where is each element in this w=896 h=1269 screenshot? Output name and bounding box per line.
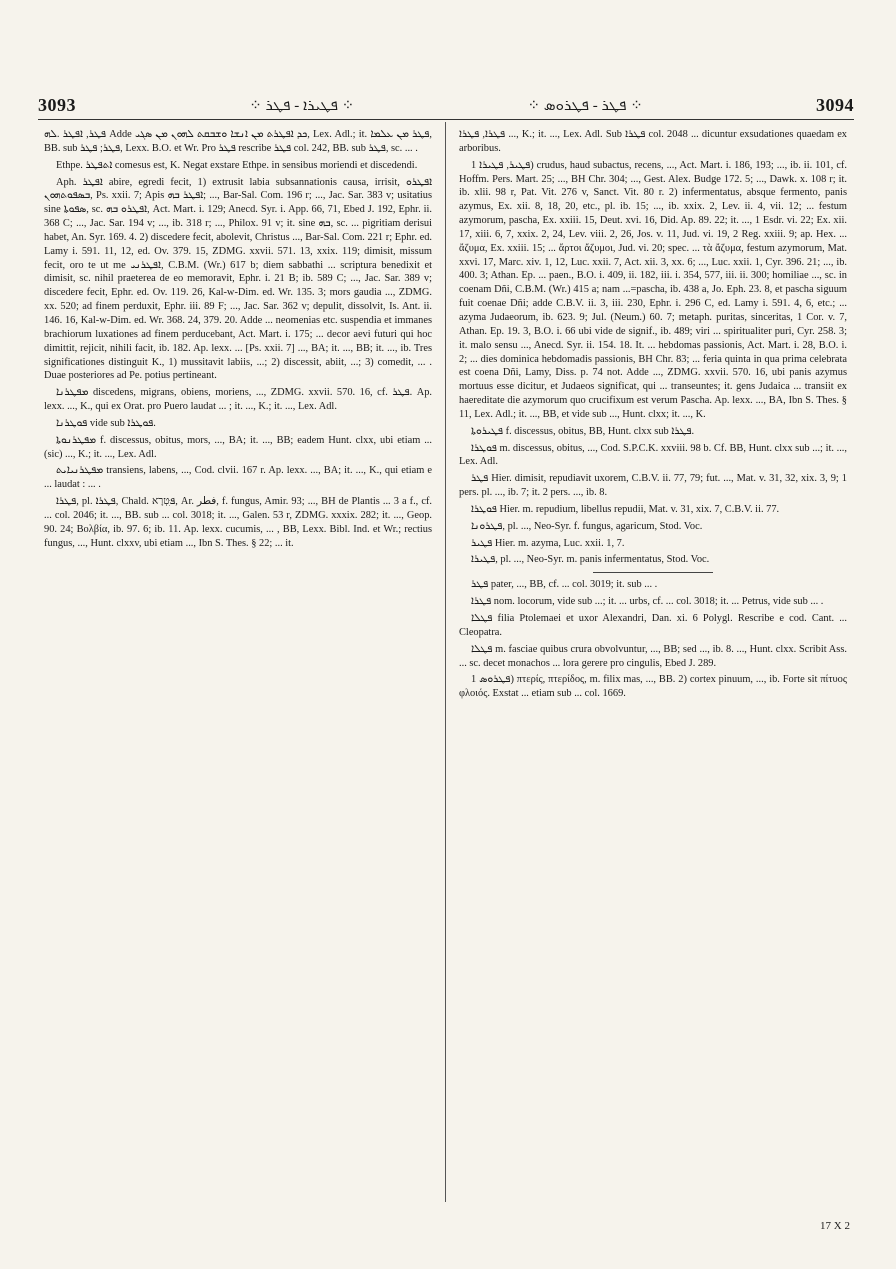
- left-page-number: 3093: [38, 94, 76, 115]
- entry-paragraph: ܦܛܪܘܢܐ, pl. ..., Neo-Syr. f. fungus, agaricum, Stod. Voc.: [471, 520, 703, 532]
- header-rule: [38, 119, 854, 120]
- section-separator: [593, 572, 713, 573]
- entry-paragraph: ܦܛܪ, ܐܦܛܪ .ܠܗ Adde ܟܕ ܐܦܛܪܬ ܡܢ ܐܢܫܐ ܘܫܒܩܬ ܠܗܘܢ ܡܢ ܣܓܝ, Lex. Adl.; it. ܦܛܪ ܡܢ ܥܠܡܐ, BB. sub ܦܛܪ; ܦܛܪ, Lexx. B.O. et Wr. Pro ܦܛܪ rescribe ܦܛܪ col. 242, BB. sub ܦܛܪ, sc. ... .: [44, 129, 432, 154]
- entry-paragraph: ܦܘܛܪܐ m. discessus, obitus, ..., Cod. S.P.C.K. xxviii. 98 b. Cf. BB, Hunt. clxx sub ...; it. ..., Lex. Adl.: [459, 442, 847, 468]
- right-running-title: ⁘ ܦܛܪ - ܦܛܪܘܣ ⁘: [527, 97, 643, 114]
- page-header: [38, 92, 854, 118]
- entry-paragraph: ܦܛܠܐ filia Ptolemaei et uxor Alexandri, Dan. xi. 6 Polygl. Rescribe e cod. Cant. ... Cleopatra.: [459, 613, 847, 638]
- entry-paragraph: ܡܦܛܪܢܐ discedens, migrans, obiens, moriens, ..., ZDMG. xxvii. 570. 16, cf. ܦܛܪ. Ap. lexx. ..., K., qui ex Orat. pro Puero laudat ... ; it. ..., K.; it. ..., Lex. Adl.: [44, 387, 432, 413]
- entry-paragraph: ܦܛܪ Hier. dimisit, repudiavit uxorem, C.B.V. ii. 77, 79; fut. ..., Mat. v. 31, 32, xix. 3, 9; 1 pers. pl. ..., ib. 7; it. 2 pers. ..., ib. 8.: [459, 473, 847, 499]
- right-column: [459, 128, 847, 1208]
- entry-paragraph: ܦܛܝܪܐ, pl. ..., Neo-Syr. m. panis infermentatus, Stod. Voc.: [471, 554, 710, 566]
- entry-paragraph: Aph. ܐܦܛܪ abire, egredi fecit, 1) extrusit labia subsannationis causa, irrisit, ܐܦܛܪܘ ܒܣܦܘܬܗܘܢ, Ps. xxii. 7; Apis ܐܦܛܪ ܒܗ; ..., Bar-Sal. Com. 196 r; ..., Jac. Sar. 383 v; usitatius sine ܣܦܘܬܐ, sc. ܐܦܛܪܘ ܒܗ, Act. Mart. i. 129; Anecd. Syr. i. App. 66, 71, Ebed J. 192, Ephr. ii. 368 C; ..., Jac. Sar. 194 v; ..., ib. 318 r; ..., Philox. 91 v; it. sine ܒܗ, sc. ... pigritiam derisui habet, An. Syr. 169. 4. 2) discedere fecit, abolevit, Christus ..., Bar-Sal. Com. 221 r; Ephr. ed. Lamy i. 591. 11, 12, ed. Ov. 379. 15, ZDMG. xxvii. 571. 13, xxix. 119; dimisit, missum fecit, oro te ut me ܐܦܛܪܢܝ, C.B.M. (Wr.) 617 b; diem sabbathi ... scriptura benedixit et dimisit, sc. nihil praeterea de eo memoravit, Ephr. i. 21 B; ib. 589 C; ..., Jac. Sar. 389 v; discedere fecit, Ephr. ed. Ov. 119. 26, Kal-w-Dim. ed. Wr. 135. 3; mors gaudia ..., ZDMG. xx. 520; ad finem perduxit, Ephr. iii. 89 F; ..., Jac. Sar. 362 v; depulit, dissolvit, Is. Ant. ii. 146. 16, Kal-w-Dim. ed. Wr. 368. 24, 379. 20. Adde ... neomenias etc. suspendia et immanes brachiorum luxationes ad finem perducebant, Act. Mart. i. 175; ... decor aevi futuri qui hoc dimittit, rejicit, nihili facit, ib. 182. Ap. lexx. ... [Ps. xxii. 7] ..., BA; it. ..., BB; it. ..., ib. Tres significationes distinguit K., 1) mussitavit labiis, ...; 2) discessit, abiit, ...; 3) comedit, ... . Duae posteriores ad Pe. potius pertineant.: [44, 176, 432, 382]
- right-page-number: 3094: [815, 94, 854, 115]
- left-column: [44, 128, 432, 1208]
- dictionary-page: [38, 92, 854, 1242]
- entry-paragraph: ܡܦܛܪܢܘܬܐ f. discessus, obitus, mors, ..., BA; it. ..., BB; eadem Hunt. clxx, ubi etiam ... (sic) ..., K.; it. ..., Lex. Adl.: [44, 434, 432, 460]
- column-divider: [445, 122, 446, 1202]
- entry-paragraph: ܦܛܠܐ m. fasciae quibus crura obvolvuntur, ..., BB; sed ..., ib. 8. ..., Hunt. clxx. Scribit Ass. ... sc. decet monachos ... lora gerere pro cingulis, Ebed J. 289.: [459, 643, 847, 669]
- entry-paragraph: ܦܛܪܐ nom. locorum, vide sub ...; it. ... urbs, cf. ... col. 3018; it. ... Petrus, vide sub ... .: [471, 596, 824, 608]
- entry-paragraph: ܦܛܪ pater, ..., BB, cf. ... col. 3019; it. sub ... .: [471, 579, 658, 591]
- entry-paragraph: ܦܛܪܐ, ܦܛܪܐ ..., K.; it. ..., Lex. Adl. Sub ܦܛܪܐ col. 2048 ... dicuntur exsudationes quaedam ex arboribus.: [459, 129, 847, 154]
- entry-paragraph: ܡܦܛܪܢܝܐܝܬ transiens, labens, ..., Cod. clvii. 167 r. Ap. lexx. ..., BA; it. ..., K., qui etiam e ... laudat : ... .: [44, 465, 432, 491]
- left-running-title: ⁘ ܦܛܝܪܐ - ܦܛܪ ⁘: [249, 97, 355, 114]
- entry-paragraph: ܦܛܝܪ, ܦܛܝܪܐ 1) crudus, haud subactus, recens, ..., Act. Mart. i. 186, 193; ..., ib. ii. 101, cf. Hoffm. Pers. Mart. 25; ..., BH Chr. 304; ..., Gest. Alex. Budge 172. 5; ..., Dawk. x. 108 r; it. ib. xlii. 98 r, Pat. Vit. 276 v, Sanct. Vit. 80 r. 2) infermentatus, absque fermento, panis azymus, Ex. xii. 8, 18, 20, etc., pl. ib. 15; ..., ib. xxix. 2, Lev. ii. 4, vii. 12; ... festum azymorum, pascha, Ex. xxiii. 15, Deut. xvi. 16, Did. Ap. 89. 22; it. ..., 1 Esdr. vi. 22; Ex. xii. 17, xiii. 6, 7, xxix. 2, 24, Lev. viii. 2, 26, Jos. v. 11, Jud. vi. 19, 2 Reg. xxiii. 9; ap. Hex. ... ἄζυμα, Ex. xxiii. 15; ... ἄρτοι ἄζυμοι, Jud. vi. 20; spec. ... τὰ ἄζυμα, festum azymorum, Mat. xxvi. 17, Marc. xiv. 1, 12, Luc. xxii. 7, Act. xii. 3, xx. 6; ..., Luc. xxii. 1, Cyr. 396. 21; ..., ib. 400. 3; Athan. Ep. ... paen., B.O. i. 409, ii. 182, iii. i. 354, 577, iii. ii. 300; homiliae ..., sc. in coenam Dñi, C.B.M. (Wr.) 415 a; nam ...=pascha, ib. 438 a, Jo. Eph. 23. 8, et pascha siguum fuit coenae Dñi; adde C.B.V. ii. 3, iii. 230, Ephr. i. 296 C, ed. Lamy i. 591. 4, 6, etc.; ... azyma Judaeorum, ib. 623. 9; Jul. (Neum.) 60. 7; metaph. puritas, sinceritas, 1 Cor. v. 7, Athan. Ep. 19. 3, B.O. i. 66 ubi vide de signif., ib. 489; viri ... spiritualiter puri, Cyr. 258. 3; it. malo sensu ..., Anecd. Syr. ii. 154. 18. It. ... hebdomas passionis, Act. Mart. i. 28, B.O. i. 2; ... dies dominica hebdomadis passionis, BH Chr. 83; ... feria quinta in qua prima celebrata est coena Dñi, Lamy, Diss. p. 74 not. Adde ..., ZDMG. xxvii. 570. 16, ubi panis azymus mortuus esse dicitur, et Judaeos significat, qui ... transeuntes; it. gens Judaica ... transiit ex haereditate die azymorum quo crucifixum est verum Pascha. Ap. lexx. ..., BA, Ibn S. Thes. § 11, Lex. Adl.; it. ..., BB, et vide sub ..., Hunt. clxx; it. ..., K.: [459, 159, 847, 420]
- entry-paragraph: ܦܘܛܪܐ Hier. m. repudium, libellus repudii, Mat. v. 31, xix. 7, C.B.V. ii. 77.: [471, 503, 780, 515]
- entry-paragraph: ܦܛܝܪܘܬܐ f. discessus, obitus, BB, Hunt. clxx sub ܦܛܪܐ.: [471, 425, 695, 437]
- entry-paragraph: Ethpe. ܐܬܦܛܪ comesus est, K. Negat exstare Ethpe. in sensibus moriendi et discedendi.: [56, 159, 418, 171]
- entry-paragraph: ܦܛܪܐ, pl. ܦܛܪܐ, Chald. ܦִּטְרָא, Ar. فطر, f. fungus, Amir. 93; ..., BH de Plantis ... 3 a f., cf. ... col. 2046; it. ..., BB. sub ... col. 3018; it. ..., Galen. 53 r, ZDMG. xxxix. 282; it. ..., Geop. 90. 24; Βολβία, ib. 97. 6; ib. 11. Ap. lexx. cucumis, ... , BB, Lexx. Bibl. Ind. et Wr.; rectius fungus, ..., Hunt. clxxv, ubi etiam ..., Ibn S. Thes. § 22; ... it.: [44, 496, 432, 549]
- signature-mark: 17 X 2: [820, 1220, 850, 1232]
- entry-paragraph: ܦܛܝܪ Hier. m. azyma, Luc. xxii. 1, 7.: [471, 537, 625, 549]
- entry-paragraph: ܦܘܛܪܢܐ vide sub ܦܘܛܪܐ.: [56, 417, 156, 429]
- entry-paragraph: ܦܛܪܘܣ 1) πτερίς, πτερίδος, m. filix mas, ..., BB. 2) cortex pinuum, ..., ib. Forte sit πίτυος φλοιός. Exstat ... etiam sub ... col. 1669.: [459, 674, 847, 700]
